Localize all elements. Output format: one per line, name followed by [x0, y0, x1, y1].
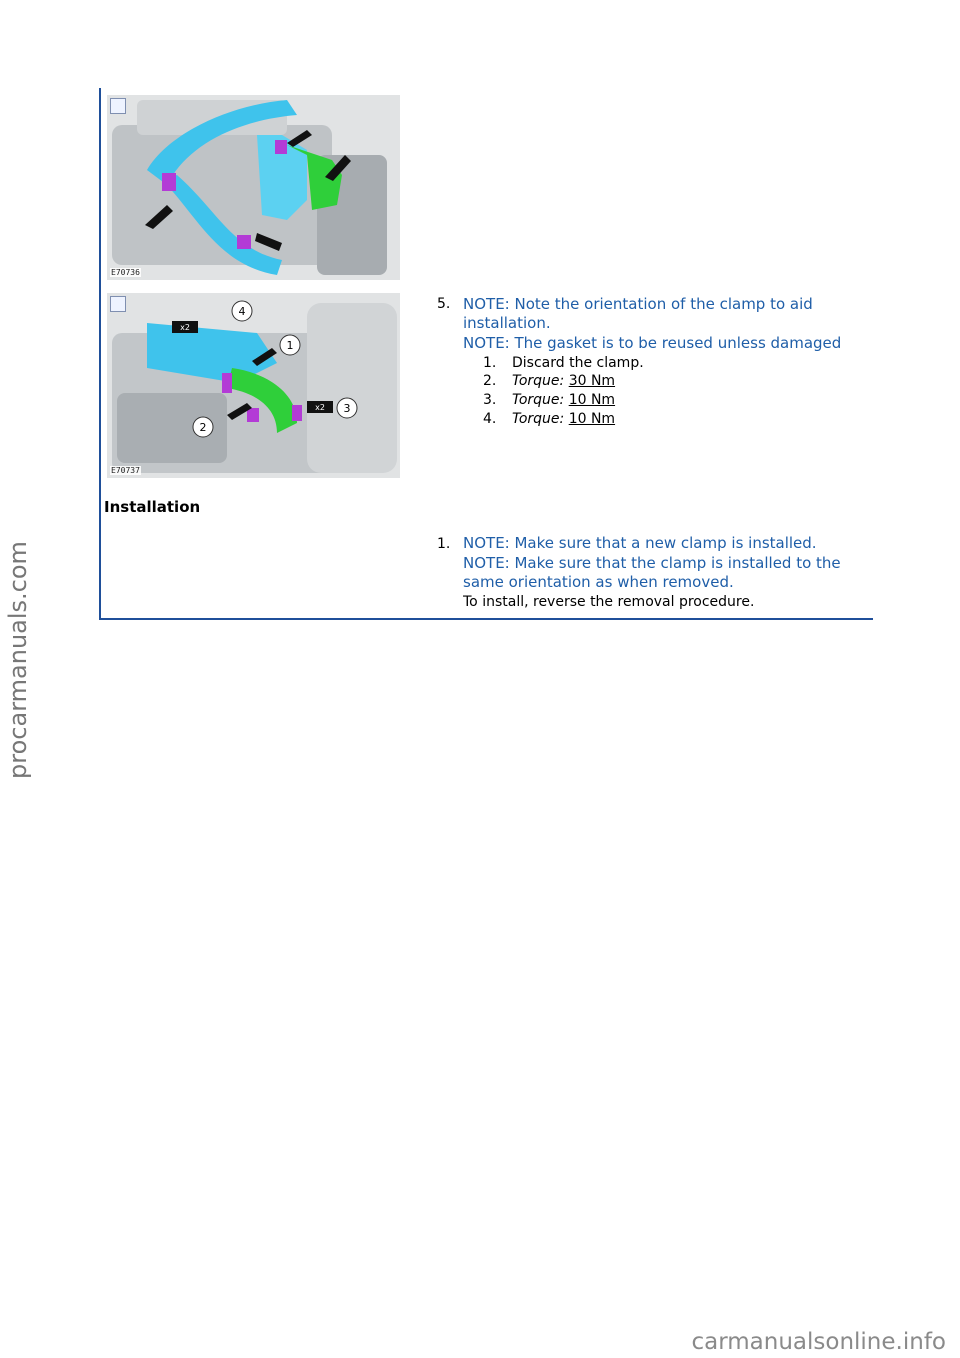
- step-5-note-1-line-1: NOTE: Note the orientation of the clamp to aid: [463, 295, 813, 313]
- substep-number: 3.: [483, 392, 497, 408]
- substep-number: 2.: [483, 373, 497, 389]
- side-watermark: procarmanuals.com: [4, 541, 32, 779]
- callout-2: 2: [199, 421, 207, 434]
- callout-1: 1: [286, 339, 294, 352]
- figure-e70737: [107, 293, 400, 478]
- left-rule: [99, 88, 101, 620]
- torque-label: Torque:: [512, 411, 565, 427]
- engine-illustration-1: [107, 95, 400, 280]
- bottom-rule: [99, 618, 873, 620]
- substep-1: [483, 354, 644, 373]
- substep-number: 4.: [483, 411, 497, 427]
- substep-text: Discard the clamp.: [512, 355, 644, 371]
- footer-watermark: carmanualsonline.info: [691, 1329, 946, 1355]
- substep-number: 1.: [483, 355, 497, 371]
- install-instruction: To install, reverse the removal procedure.: [463, 594, 755, 610]
- callout-4: 4: [238, 305, 246, 318]
- figure-label: E70736: [111, 268, 140, 277]
- section-heading-installation: Installation: [104, 498, 201, 516]
- torque-label: Torque:: [512, 373, 565, 389]
- install-note-1: NOTE: Make sure that a new clamp is installed.: [463, 534, 817, 552]
- substep-3: [483, 391, 615, 410]
- substep-4: [483, 410, 615, 429]
- zoom-icon[interactable]: [110, 296, 126, 312]
- install-step-1-number: 1.: [437, 536, 451, 552]
- engine-illustration-2: [107, 293, 400, 478]
- install-note-2-line-1: NOTE: Make sure that the clamp is installed to the: [463, 554, 841, 572]
- substep-2: [483, 372, 615, 391]
- callout-3: 3: [343, 402, 351, 415]
- multiplier-tag-1: x2: [180, 323, 190, 332]
- torque-label: Torque:: [512, 392, 565, 408]
- torque-value-link[interactable]: 10 Nm: [568, 392, 616, 408]
- zoom-icon[interactable]: [110, 98, 126, 114]
- step-5-number: 5.: [437, 296, 451, 312]
- multiplier-tag-2: x2: [315, 403, 325, 412]
- torque-value-link[interactable]: 30 Nm: [568, 373, 616, 389]
- figure-label: E70737: [111, 466, 140, 475]
- figure-e70736: [107, 95, 400, 280]
- step-5-note-2: NOTE: The gasket is to be reused unless damaged: [463, 334, 842, 352]
- torque-value-link[interactable]: 10 Nm: [568, 411, 616, 427]
- install-note-2-line-2: same orientation as when removed.: [463, 573, 734, 591]
- step-5-note-1-line-2: installation.: [463, 314, 551, 332]
